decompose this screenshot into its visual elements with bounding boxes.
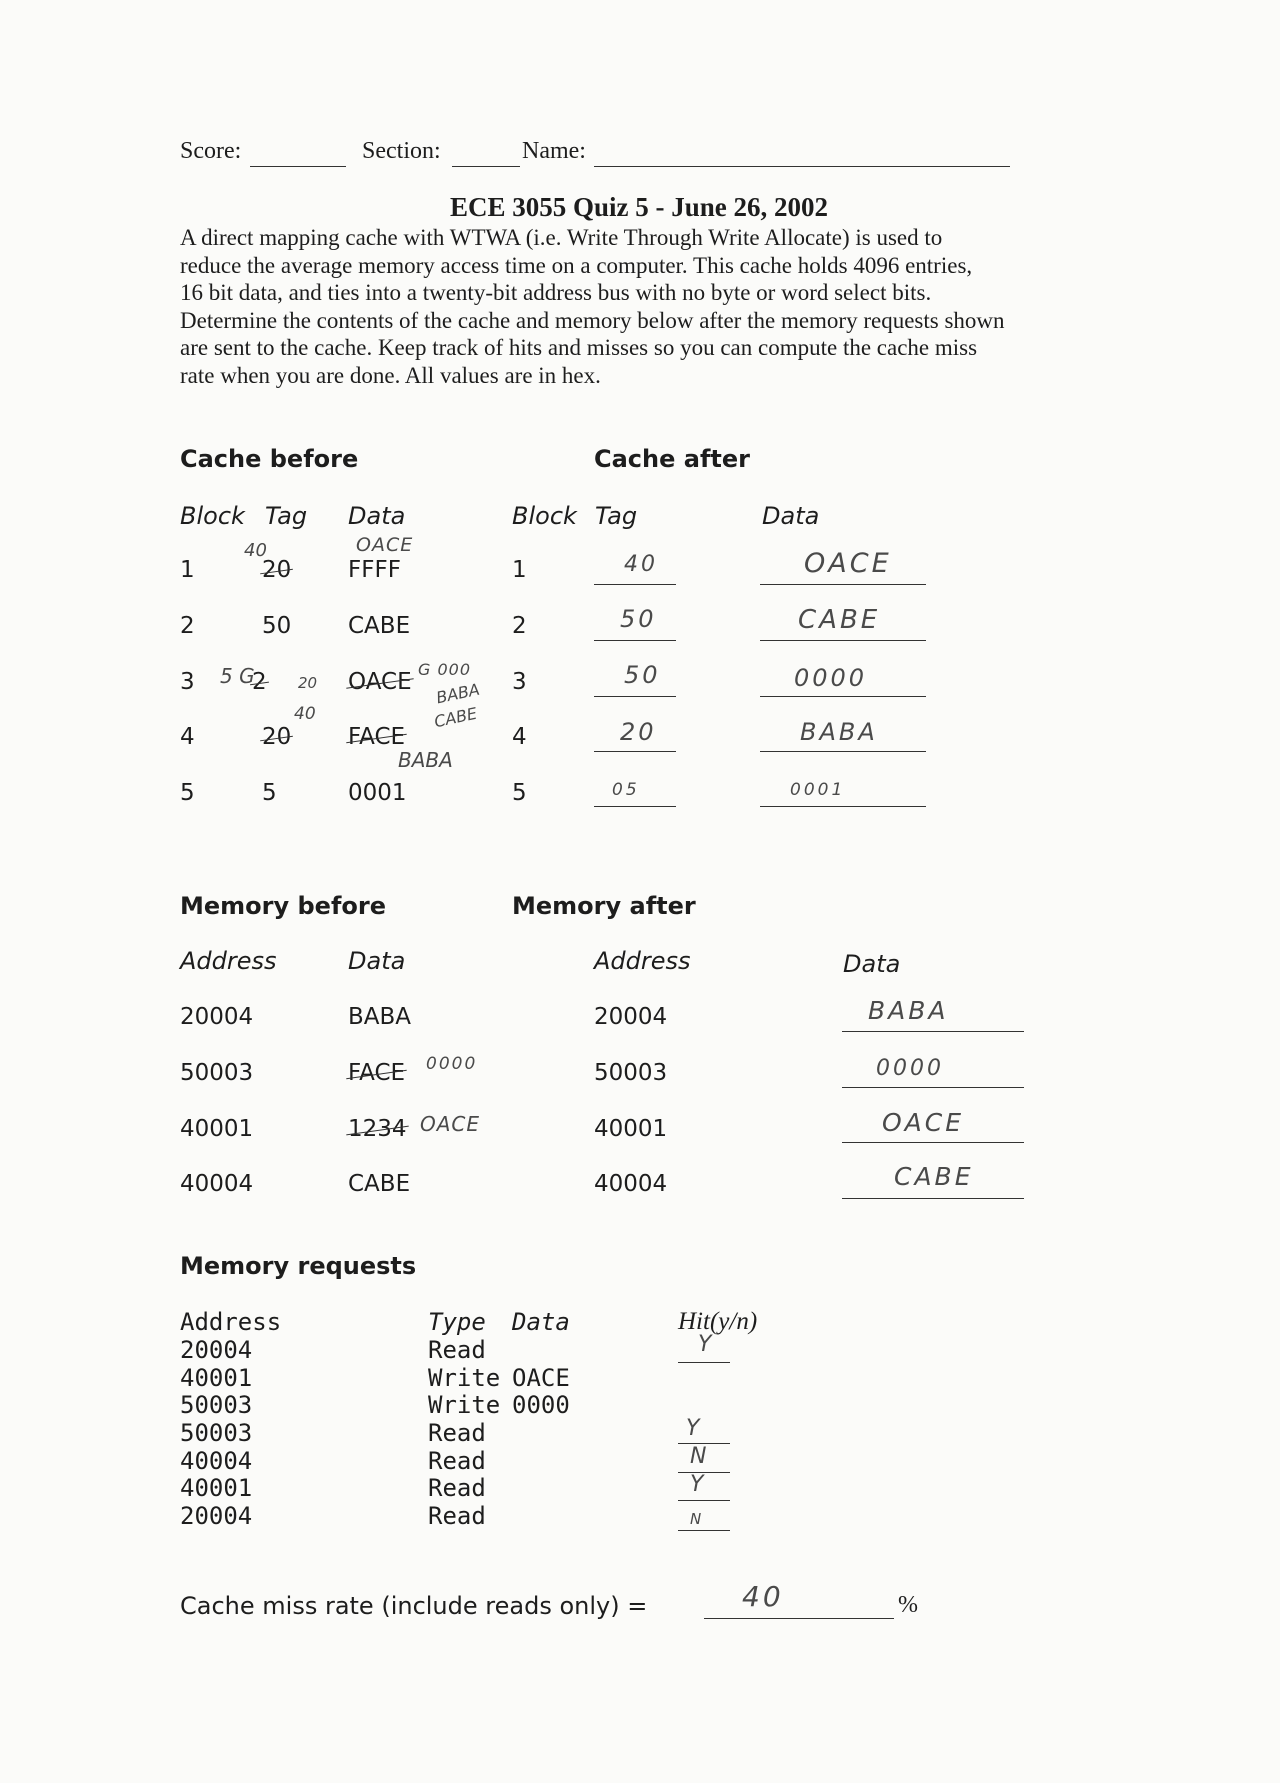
memory-after-data-header: Data: [843, 950, 901, 978]
data-answer-line: [760, 806, 926, 807]
tag-cell: 20: [262, 724, 292, 750]
data-answer-line: [760, 751, 926, 752]
request-type: Read: [428, 1447, 486, 1475]
request-address: 40001: [180, 1474, 253, 1502]
memory-after-address-header: Address: [594, 947, 691, 975]
score-field[interactable]: [250, 166, 346, 167]
request-address: 50003: [180, 1391, 253, 1419]
data-answer: 0001: [790, 780, 846, 800]
tag-answer: 40: [624, 552, 658, 577]
memory-before-data-header: Data: [348, 947, 406, 975]
cache-before-title: Cache before: [180, 445, 359, 473]
tag-answer-line: [594, 751, 676, 752]
intro-line: Determine the contents of the cache and memory below after the memory requests shown: [180, 307, 1005, 333]
data-answer: 0000: [876, 1056, 944, 1081]
intro-line: are sent to the cache. Keep track of hits and misses so you can compute the cache miss: [180, 335, 978, 360]
cache-before-tag-header: Tag: [265, 502, 308, 530]
data-cell: CABE: [348, 1171, 411, 1197]
request-hit: N: [690, 1444, 710, 1469]
data-answer: OACE: [882, 1108, 965, 1137]
address-cell: 40004: [594, 1171, 668, 1197]
tag-answer-line: [594, 640, 676, 641]
data-handwritten-note: CABE: [432, 703, 479, 732]
data-handwritten-note-2: BABA: [398, 748, 453, 772]
data-answer: BABA: [800, 718, 878, 746]
score-label: Score:: [180, 138, 242, 164]
data-answer-line: [760, 584, 926, 585]
request-type: Read: [428, 1336, 486, 1364]
intro-line: rate when you are done. All values are in hex.: [180, 362, 601, 388]
data-cell: CABE: [348, 613, 411, 639]
intro-line: 16 bit data, and ties into a twenty-bit address bus with no byte or word select bits.: [180, 280, 932, 305]
tag-answer: 20: [620, 718, 657, 746]
data-cell: FACE: [348, 1060, 406, 1086]
tag-answer: 50: [620, 605, 657, 633]
block-cell: 3: [512, 669, 527, 695]
data-handwritten-note-2: BABA: [434, 679, 482, 708]
request-type: Read: [428, 1502, 486, 1530]
tag-cell: 20: [262, 557, 292, 583]
address-cell: 20004: [594, 1004, 668, 1030]
block-cell: 2: [180, 613, 195, 639]
miss-rate-unit: %: [898, 1592, 918, 1618]
section-label: Section:: [362, 138, 441, 164]
request-address: 40004: [180, 1447, 253, 1475]
tag-cell: 50: [262, 613, 292, 639]
data-answer-line: [842, 1142, 1024, 1143]
request-hit: Y: [690, 1472, 707, 1497]
miss-rate-answer-line[interactable]: [704, 1618, 894, 1619]
tag-handwritten-note: 40: [244, 540, 267, 561]
data-cell: 0001: [348, 780, 407, 806]
page-title: ECE 3055 Quiz 5 - June 26, 2002: [450, 192, 829, 222]
miss-rate-label: Cache miss rate (include reads only) =: [180, 1592, 648, 1620]
request-hit: N: [690, 1510, 705, 1528]
address-cell: 50003: [594, 1060, 668, 1086]
data-handwritten-note: OACE: [420, 1112, 481, 1136]
address-cell: 40001: [180, 1116, 254, 1142]
hit-answer-line: [678, 1530, 730, 1531]
data-answer-line: [760, 696, 926, 697]
address-cell: 20004: [180, 1004, 254, 1030]
miss-rate-value: 40: [742, 1580, 784, 1613]
memory-requests-title: Memory requests: [180, 1252, 417, 1280]
cache-after-block-header: Block: [512, 502, 577, 530]
tag-answer-line: [594, 806, 676, 807]
request-data: 0000: [512, 1391, 570, 1419]
tag-answer-line: [594, 584, 676, 585]
data-answer: 0000: [794, 664, 868, 692]
requests-hit-header: Hit(y/n): [678, 1308, 758, 1335]
request-address: 20004: [180, 1502, 253, 1530]
cache-after-data-header: Data: [762, 502, 820, 530]
tag-answer: 05: [612, 780, 640, 800]
memory-after-title: Memory after: [512, 892, 696, 920]
request-address: 40001: [180, 1364, 253, 1392]
data-cell: BABA: [348, 1004, 412, 1030]
tag-handwritten-note: 40: [294, 704, 316, 724]
request-address: 20004: [180, 1336, 253, 1364]
cache-after-tag-header: Tag: [595, 502, 638, 530]
data-answer: BABA: [868, 996, 949, 1025]
block-cell: 1: [512, 557, 527, 583]
intro-line: reduce the average memory access time on a computer. This cache holds 4096 entries,: [180, 252, 973, 278]
block-cell: 4: [512, 724, 527, 750]
requests-data-header: Data: [512, 1308, 570, 1336]
requests-type-header: Type: [428, 1308, 486, 1336]
data-cell: FACE: [348, 724, 406, 750]
data-answer-line: [842, 1198, 1024, 1199]
name-label: Name:: [522, 138, 586, 164]
data-handwritten-note: 0000: [426, 1054, 478, 1074]
intro-paragraph: [180, 224, 1200, 389]
tag-answer: 50: [624, 661, 661, 689]
memory-before-title: Memory before: [180, 892, 386, 920]
data-handwritten-note: G 000: [418, 660, 472, 679]
request-data: OACE: [512, 1364, 570, 1392]
tag-cell: 2: [252, 669, 267, 695]
tag-handwritten-note-2: 20: [298, 674, 318, 692]
request-type: Write: [428, 1364, 501, 1392]
tag-handwritten-note: 5 G: [220, 664, 255, 688]
request-hit: Y: [698, 1332, 715, 1357]
name-field[interactable]: [594, 166, 1010, 167]
data-cell: 1234: [348, 1116, 407, 1142]
cache-before-block-header: Block: [180, 502, 245, 530]
block-cell: 5: [180, 780, 195, 806]
block-cell: 3: [180, 669, 195, 695]
data-answer: CABE: [798, 605, 881, 635]
address-cell: 50003: [180, 1060, 254, 1086]
request-type: Read: [428, 1474, 486, 1502]
block-cell: 1: [180, 557, 195, 583]
cache-after-title: Cache after: [594, 445, 750, 473]
request-type: Read: [428, 1419, 486, 1447]
data-answer-line: [842, 1087, 1024, 1088]
memory-before-address-header: Address: [180, 947, 277, 975]
data-answer: CABE: [894, 1162, 974, 1191]
tag-cell: 5: [262, 780, 277, 806]
data-answer: OACE: [804, 548, 892, 579]
address-cell: 40004: [180, 1171, 254, 1197]
request-address: 50003: [180, 1419, 253, 1447]
data-answer-line: [760, 640, 926, 641]
data-handwritten-note: OACE: [356, 534, 414, 556]
request-type: Write: [428, 1391, 501, 1419]
address-cell: 40001: [594, 1116, 668, 1142]
data-cell: FFFF: [348, 557, 401, 583]
block-cell: 4: [180, 724, 195, 750]
data-cell: OACE: [348, 669, 412, 695]
hit-answer-line: [678, 1362, 730, 1363]
block-cell: 2: [512, 613, 527, 639]
section-field[interactable]: [452, 166, 520, 167]
hit-answer-line: [678, 1500, 730, 1501]
intro-line: A direct mapping cache with WTWA (i.e. Write Through Write Allocate) is used to: [180, 225, 943, 250]
request-hit: Y: [686, 1416, 703, 1441]
requests-address-header: Address: [180, 1308, 282, 1336]
data-answer-line: [842, 1031, 1024, 1032]
block-cell: 5: [512, 780, 527, 806]
cache-before-data-header: Data: [348, 502, 406, 530]
tag-answer-line: [594, 696, 676, 697]
